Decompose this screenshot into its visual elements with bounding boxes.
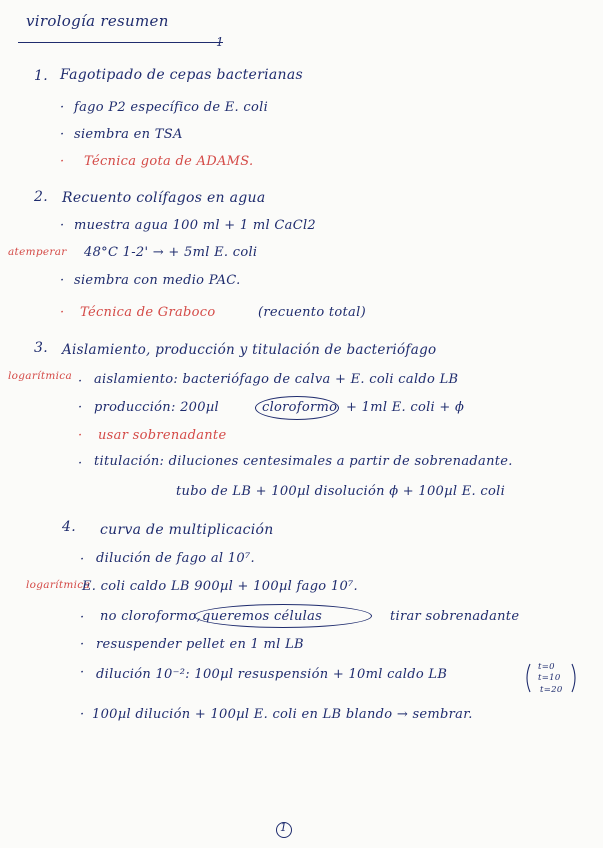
bullet: · bbox=[80, 610, 85, 625]
section-4-item-1: dilución de fago al 10⁷. bbox=[96, 551, 255, 566]
section-3-margin-note: logarítmica bbox=[8, 370, 73, 382]
section-3-heading: Aislamiento, producción y titulación de bacteriófago bbox=[62, 342, 437, 358]
circled-word: cloroformo bbox=[262, 400, 338, 415]
circled-phrase: queremos células bbox=[202, 609, 323, 624]
section-1-heading: Fagotipado de cepas bacterianas bbox=[60, 67, 303, 83]
section-2-item-4-note: (recuento total) bbox=[258, 305, 366, 320]
title-mark: 1 bbox=[216, 35, 224, 49]
section-3-item-4: titulación: diluciones centesimales a partir de sobrenadante. bbox=[94, 454, 513, 469]
section-2-item-4: Técnica de Graboco bbox=[80, 305, 216, 320]
time-point-3: t=20 bbox=[540, 685, 563, 695]
circle-mark bbox=[255, 396, 339, 420]
section-3-item-2: producción: 200µl bbox=[94, 400, 220, 415]
section-1-number: 1. bbox=[34, 68, 48, 84]
title-underline bbox=[18, 42, 223, 43]
bullet: · bbox=[78, 428, 83, 443]
bullet: · bbox=[60, 218, 65, 233]
page-title: virología resumen bbox=[26, 12, 169, 30]
section-2-item-1: muestra agua 100 ml + 1 ml CaCl2 bbox=[74, 218, 316, 233]
section-3-item-2-suffix: + 1ml E. coli + ϕ bbox=[346, 400, 465, 415]
section-1-item-2: siembra en TSA bbox=[74, 127, 183, 142]
section-4-number: 4. bbox=[62, 519, 76, 535]
time-point-1: t=0 bbox=[538, 662, 555, 672]
section-1-item-1: fago P2 específico de E. coli bbox=[74, 100, 269, 115]
circle-mark bbox=[194, 604, 372, 628]
time-point-2: t=10 bbox=[538, 673, 561, 683]
bullet: · bbox=[60, 127, 65, 142]
section-2-heading: Recuento colífagos en agua bbox=[62, 190, 266, 206]
section-2-number: 2. bbox=[34, 189, 48, 205]
bullet: · bbox=[60, 305, 65, 320]
bullet: · bbox=[60, 273, 65, 288]
section-4-heading: curva de multiplicación bbox=[100, 522, 274, 538]
section-4-item-4: resuspender pellet en 1 ml LB bbox=[96, 637, 304, 652]
section-3-item-1: aislamiento: bacteriófago de calva + E. coli caldo LB bbox=[94, 372, 459, 387]
bullet: · bbox=[78, 374, 83, 389]
section-4-item-2: E. coli caldo LB 900µl + 100µl fago 10⁷. bbox=[82, 579, 358, 594]
section-2-margin-note: atemperar bbox=[8, 246, 67, 258]
section-4-item-5: dilución 10⁻²: 100µl resuspensión + 10ml caldo LB bbox=[96, 667, 448, 682]
section-4-item-3: no cloroformo, bbox=[100, 609, 201, 624]
section-4-item-3-suffix: tirar sobrenadante bbox=[390, 609, 520, 624]
bullet: · bbox=[80, 665, 85, 680]
bullet: · bbox=[78, 400, 83, 415]
section-4-margin-note: logarítmica bbox=[26, 579, 91, 591]
section-3-number: 3. bbox=[34, 340, 48, 356]
page-number: 1 bbox=[280, 821, 288, 834]
bullet: · bbox=[80, 637, 85, 652]
section-2-item-2: 48°C 1-2' → + 5ml E. coli bbox=[84, 245, 258, 260]
section-1-item-3: Técnica gota de ADAMS. bbox=[84, 154, 254, 169]
bullet: · bbox=[80, 707, 85, 722]
bullet: · bbox=[78, 456, 83, 471]
section-4-item-6: 100µl dilución + 100µl E. coli en LB blando → sembrar. bbox=[92, 707, 473, 722]
section-3-item-5: tubo de LB + 100µl disolución ϕ + 100µl E. coli bbox=[176, 484, 506, 499]
bullet: · bbox=[80, 552, 85, 567]
bullet: · bbox=[60, 100, 65, 115]
section-2-item-3: siembra con medio PAC. bbox=[74, 273, 241, 288]
section-3-item-3: usar sobrenadante bbox=[98, 428, 227, 443]
bullet: · bbox=[60, 154, 65, 169]
